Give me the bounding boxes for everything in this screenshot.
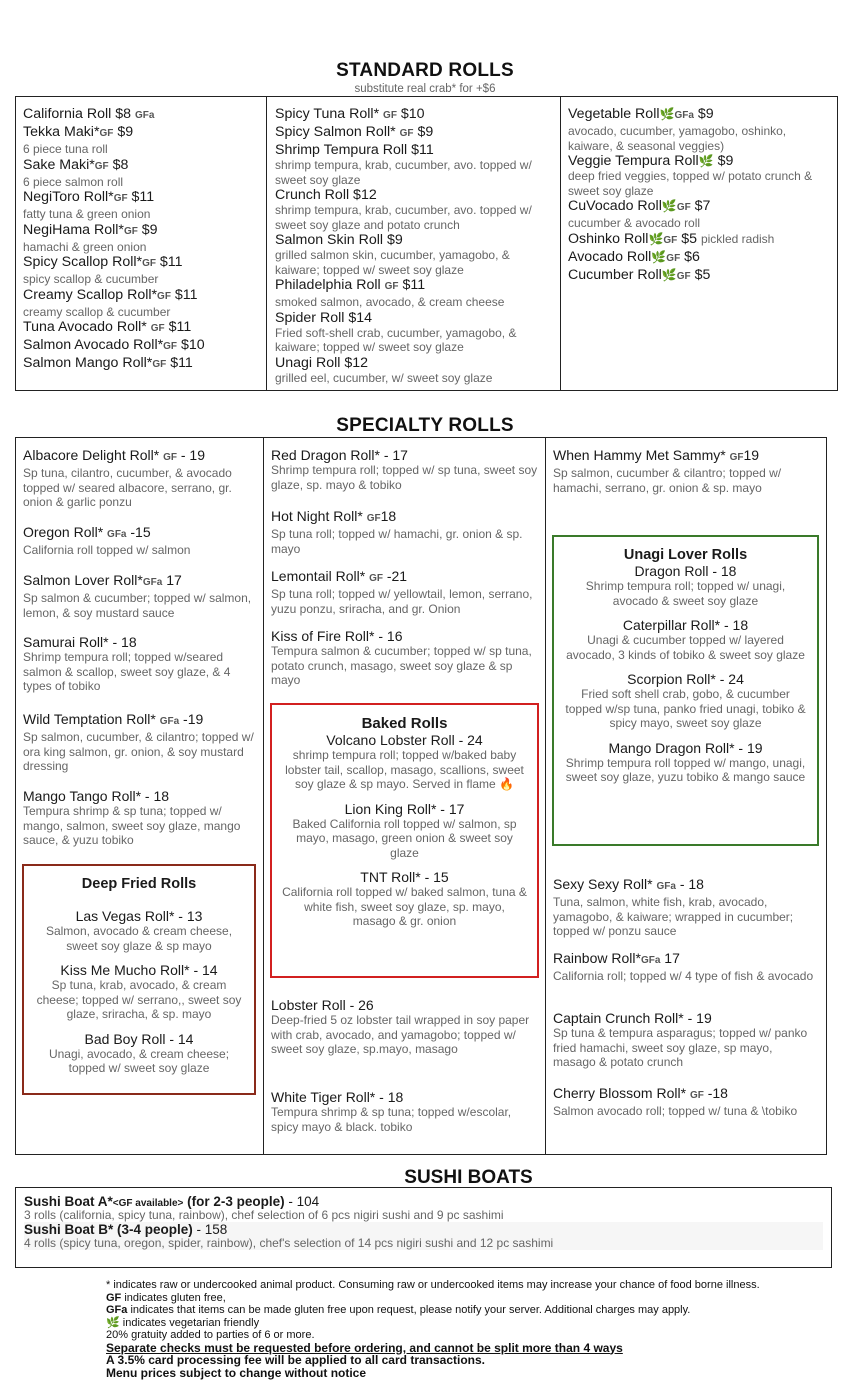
menu-item: Spicy Tuna Roll* GF $10 xyxy=(275,106,425,122)
flame-icon: 🔥 xyxy=(499,777,515,791)
baked-rolls-box xyxy=(270,703,539,978)
footer-notes: * indicates raw or undercooked animal product. Consuming raw or undercooked items may increase your chance of food borne illness. GF indicates gluten free, GFa indicates that items can be made gluten free upon request, please notify your server. Additional charges may apply. 🌿 indicates vegetarian friendly 20% gratuity added to parties of 6 or more. Separate checks must be requested before ordering, and cannot be split more than 4 ways A 3.5% card processing fee will be applied to all card transactions. Menu prices subject to change without notice xyxy=(106,1279,760,1380)
deep-fried-rolls-title: Deep Fried Rolls xyxy=(81,876,197,892)
menu-item: California Roll $8 GFa xyxy=(23,106,155,122)
leaf-icon: 🌿 xyxy=(651,249,667,264)
leaf-icon: 🌿 xyxy=(106,1316,120,1329)
menu-item: Spicy Scallop Roll*GF $11 spicy scallop & cucumber xyxy=(23,254,183,286)
menu-item: Mango Tango Roll* - 18 Tempura shrimp & sp tuna; topped w/ mango, salmon, sweet soy glaze, mango sauce, & yuzu tobiko xyxy=(23,788,241,847)
specialty-rolls-title: SPECIALTY ROLLS xyxy=(336,415,514,436)
menu-item: NegiToro Roll*GF $11 fatty tuna & green onion xyxy=(23,189,155,221)
menu-item: Crunch Roll $12 shrimp tempura, krab, cucumber, avo. topped w/ sweet soy glaze and potato crunch xyxy=(275,187,532,232)
menu-item: Vegetable Roll🌿GFa $9 avocado, cucumber, yamagobo, oshinko, kaiware, & seasonal veggies) xyxy=(568,106,787,153)
menu-item: Salmon Skin Roll $9 grilled salmon skin, cucumber, yamagobo, & kaiware; topped w/ sweet soy glaze xyxy=(275,232,510,277)
menu-item: Mango Dragon Roll* - 19 Shrimp tempura roll topped w/ mango, unagi, sweet soy glaze, yuzu tobiko & mango sauce xyxy=(565,739,806,784)
leaf-icon: 🌿 xyxy=(659,107,675,121)
leaf-icon: 🌿 xyxy=(648,231,664,246)
sushi-boat-a: Sushi Boat A*<GF available> (for 2-3 people) - 104 3 rolls (california, spicy tuna, rainbow), chef selection of 6 pcs nigiri sushi and 9 pc sashimi xyxy=(24,1194,504,1222)
sushi-boats-box xyxy=(15,1187,832,1268)
menu-item: When Hammy Met Sammy* GF19 Sp salmon, cucumber & cilantro; topped w/ hamachi, serrano, gr. onion & sp. mayo xyxy=(553,447,782,495)
menu-item: Sexy Sexy Roll* GFa - 18 Tuna, salmon, white fish, krab, avocado, yamagobo, & kaiware; wrapped in cucumber; topped w/ ponzu sauce xyxy=(553,876,794,938)
menu-item: TNT Roll* - 15 California roll topped w/ baked salmon, tuna & white fish, sweet soy glaze, sp. mayo, masago & gr. onion xyxy=(282,869,527,928)
menu-item: Caterpillar Roll* - 18 Unagi & cucumber topped w/ layered avocado, 3 kinds of tobiko & sweet soy glaze xyxy=(566,617,805,662)
menu-item: CuVocado Roll🌿GF $7 cucumber & avocado roll xyxy=(568,198,711,230)
menu-item: Bad Boy Roll - 14 Unagi, avocado, & cream cheese; topped w/ sweet soy glaze xyxy=(48,1030,230,1075)
menu-item: Spider Roll $14 Fried soft-shell crab, cucumber, yamagobo, & kaiware; topped w/ sweet soy glaze xyxy=(275,309,517,354)
standard-rolls-subtitle: substitute real crab* for +$6 xyxy=(354,83,496,95)
menu-item: Rainbow Roll*GFa 17 California roll; topped w/ 4 type of fish & avocado xyxy=(553,950,814,983)
menu-item: Red Dragon Roll* - 17 Shrimp tempura roll; topped w/ sp tuna, sweet soy glaze, sp. mayo & tobiko xyxy=(271,447,538,492)
menu-item: Scorpion Roll* - 24 Fried soft shell crab, gobo, & cucumber topped w/sp tuna, panko fried unagi, tobiko & spicy mayo, sweet soy glaze xyxy=(565,671,806,730)
menu-item: Philadelphia Roll GF $11 smoked salmon, avocado, & cream cheese xyxy=(275,277,505,309)
menu-item: Lemontail Roll* GF -21 Sp tuna roll; topped w/ yellowtail, lemon, serrano, yuzu ponzu, sriracha, and gr. Onion xyxy=(271,568,533,616)
menu-item: Salmon Lover Roll*GFa 17 Sp salmon & cucumber; topped w/ salmon, lemon, & soy mustard sauce xyxy=(23,572,252,620)
menu-item: Albacore Delight Roll* GF - 19 Sp tuna, cilantro, cucumber, & avocado topped w/ seared albacore, serrano, gr. onion & garlic ponzu xyxy=(23,447,232,509)
menu-item: Creamy Scallop Roll*GF $11 creamy scallop & cucumber xyxy=(23,286,198,319)
menu-item: Lion King Roll* - 17 Baked California roll topped w/ salmon, sp mayo, masago, green onion & sweet soy glaze xyxy=(292,800,517,860)
menu-item: Oregon Roll* GFa -15 California roll topped w/ salmon xyxy=(23,524,191,557)
unagi-lover-rolls-box xyxy=(552,535,819,846)
menu-item: Spicy Salmon Roll* GF $9 xyxy=(275,124,434,140)
baked-rolls-title: Baked Rolls xyxy=(361,715,448,732)
standard-col-1 xyxy=(23,106,263,373)
menu-item: Dragon Roll - 18 Shrimp tempura roll; topped w/ unagi, avocado & sweet soy glaze xyxy=(585,563,786,608)
menu-item: Salmon Mango Roll*GF $11 xyxy=(23,355,193,371)
menu-item: Wild Temptation Roll* GFa -19 Sp salmon, cucumber, & cilantro; topped w/ ora king salmon, gr. onion, & soy mustard dressing xyxy=(23,711,254,773)
leaf-icon: 🌿 xyxy=(698,154,714,168)
menu-item: Tuna Avocado Roll* GF $11 xyxy=(23,319,192,335)
menu-item: Avocado Roll🌿GF $6 xyxy=(568,248,700,265)
menu-item: Samurai Roll* - 18 Shrimp tempura roll; topped w/seared salmon & scallop, sweet soy glaze, & 4 types of tobiko xyxy=(23,634,231,693)
standard-rolls-title: STANDARD ROLLS xyxy=(336,60,514,81)
menu-item: Veggie Tempura Roll🌿 $9 deep fried veggies, topped w/ potato crunch & sweet soy glaze xyxy=(568,153,813,198)
divider xyxy=(545,437,546,1155)
menu-item: Cucumber Roll🌿GF $5 xyxy=(568,266,711,283)
divider xyxy=(263,437,264,1155)
leaf-icon: 🌿 xyxy=(661,267,677,282)
divider xyxy=(560,96,561,391)
menu-item: Salmon Avocado Roll*GF $10 xyxy=(23,337,205,353)
menu-item: Las Vegas Roll* - 13 Salmon, avocado & cream cheese, sweet soy glaze & sp mayo xyxy=(45,908,233,953)
menu-item: NegiHama Roll*GF $9 hamachi & green onion xyxy=(23,221,158,254)
menu-item: Kiss Me Mucho Roll* - 14 Sp tuna, krab, avocado, & cream cheese; topped w/ serrano,, sweet soy glaze, sriracha, & sp. mayo xyxy=(36,962,242,1021)
menu-item: Oshinko Roll🌿GF $5 pickled radish xyxy=(568,230,775,247)
menu-item: Lobster Roll - 26 Deep-fried 5 oz lobster tail wrapped in soy paper with crab, avocado, and yamagobo; topped w/ sweet soy glaze, sp.mayo, masago xyxy=(271,997,530,1056)
sushi-boats-title: SUSHI BOATS xyxy=(404,1167,533,1188)
standard-col-2 xyxy=(275,106,553,385)
menu-item: White Tiger Roll* - 18 Tempura shrimp & sp tuna; topped w/escolar, spicy mayo & black. tobiko xyxy=(271,1089,512,1134)
menu-item: Tekka Maki*GF $9 6 piece tuna roll xyxy=(23,124,134,156)
menu-item: Unagi Roll $12 grilled eel, cucumber, w/ sweet soy glaze xyxy=(275,354,493,385)
standard-col-3 xyxy=(568,106,830,285)
menu-item: Shrimp Tempura Roll $11 shrimp tempura, krab, cucumber, avo. topped w/ sweet soy glaze xyxy=(275,142,532,187)
menu-item: Sake Maki*GF $8 6 piece salmon roll xyxy=(23,156,129,189)
divider xyxy=(266,96,267,391)
menu-item: Kiss of Fire Roll* - 16 Tempura salmon & cucumber; topped w/ sp tuna, potato crunch, masago, sweet soy glaze & sp mayo xyxy=(271,628,532,687)
menu-item: Captain Crunch Roll* - 19 Sp tuna & tempura asparagus; topped w/ panko fried hamachi, sweet soy glaze, sp mayo, masago & potato crunch xyxy=(553,1010,808,1069)
unagi-lover-rolls-title: Unagi Lover Rolls xyxy=(623,547,748,563)
menu-item: Cherry Blossom Roll* GF -18 Salmon avocado roll; topped w/ tuna & \tobiko xyxy=(553,1085,798,1118)
sushi-boat-b: Sushi Boat B* (3-4 people) - 158 4 rolls (spicy tuna, oregon, spider, rainbow), chef's selection of 14 pcs nigiri sushi and 12 pc sashimi xyxy=(24,1222,823,1250)
leaf-icon: 🌿 xyxy=(661,199,677,213)
deep-fried-rolls-box xyxy=(22,864,256,1095)
menu-item: Volcano Lobster Roll - 24 shrimp tempura roll; topped w/baked baby lobster tail, scallop, masago, scallions, sweet soy glaze & sp mayo. Served in flame 🔥 xyxy=(285,732,524,791)
menu-item: Hot Night Roll* GF18 Sp tuna roll; topped w/ hamachi, gr. onion & sp. mayo xyxy=(271,508,523,556)
